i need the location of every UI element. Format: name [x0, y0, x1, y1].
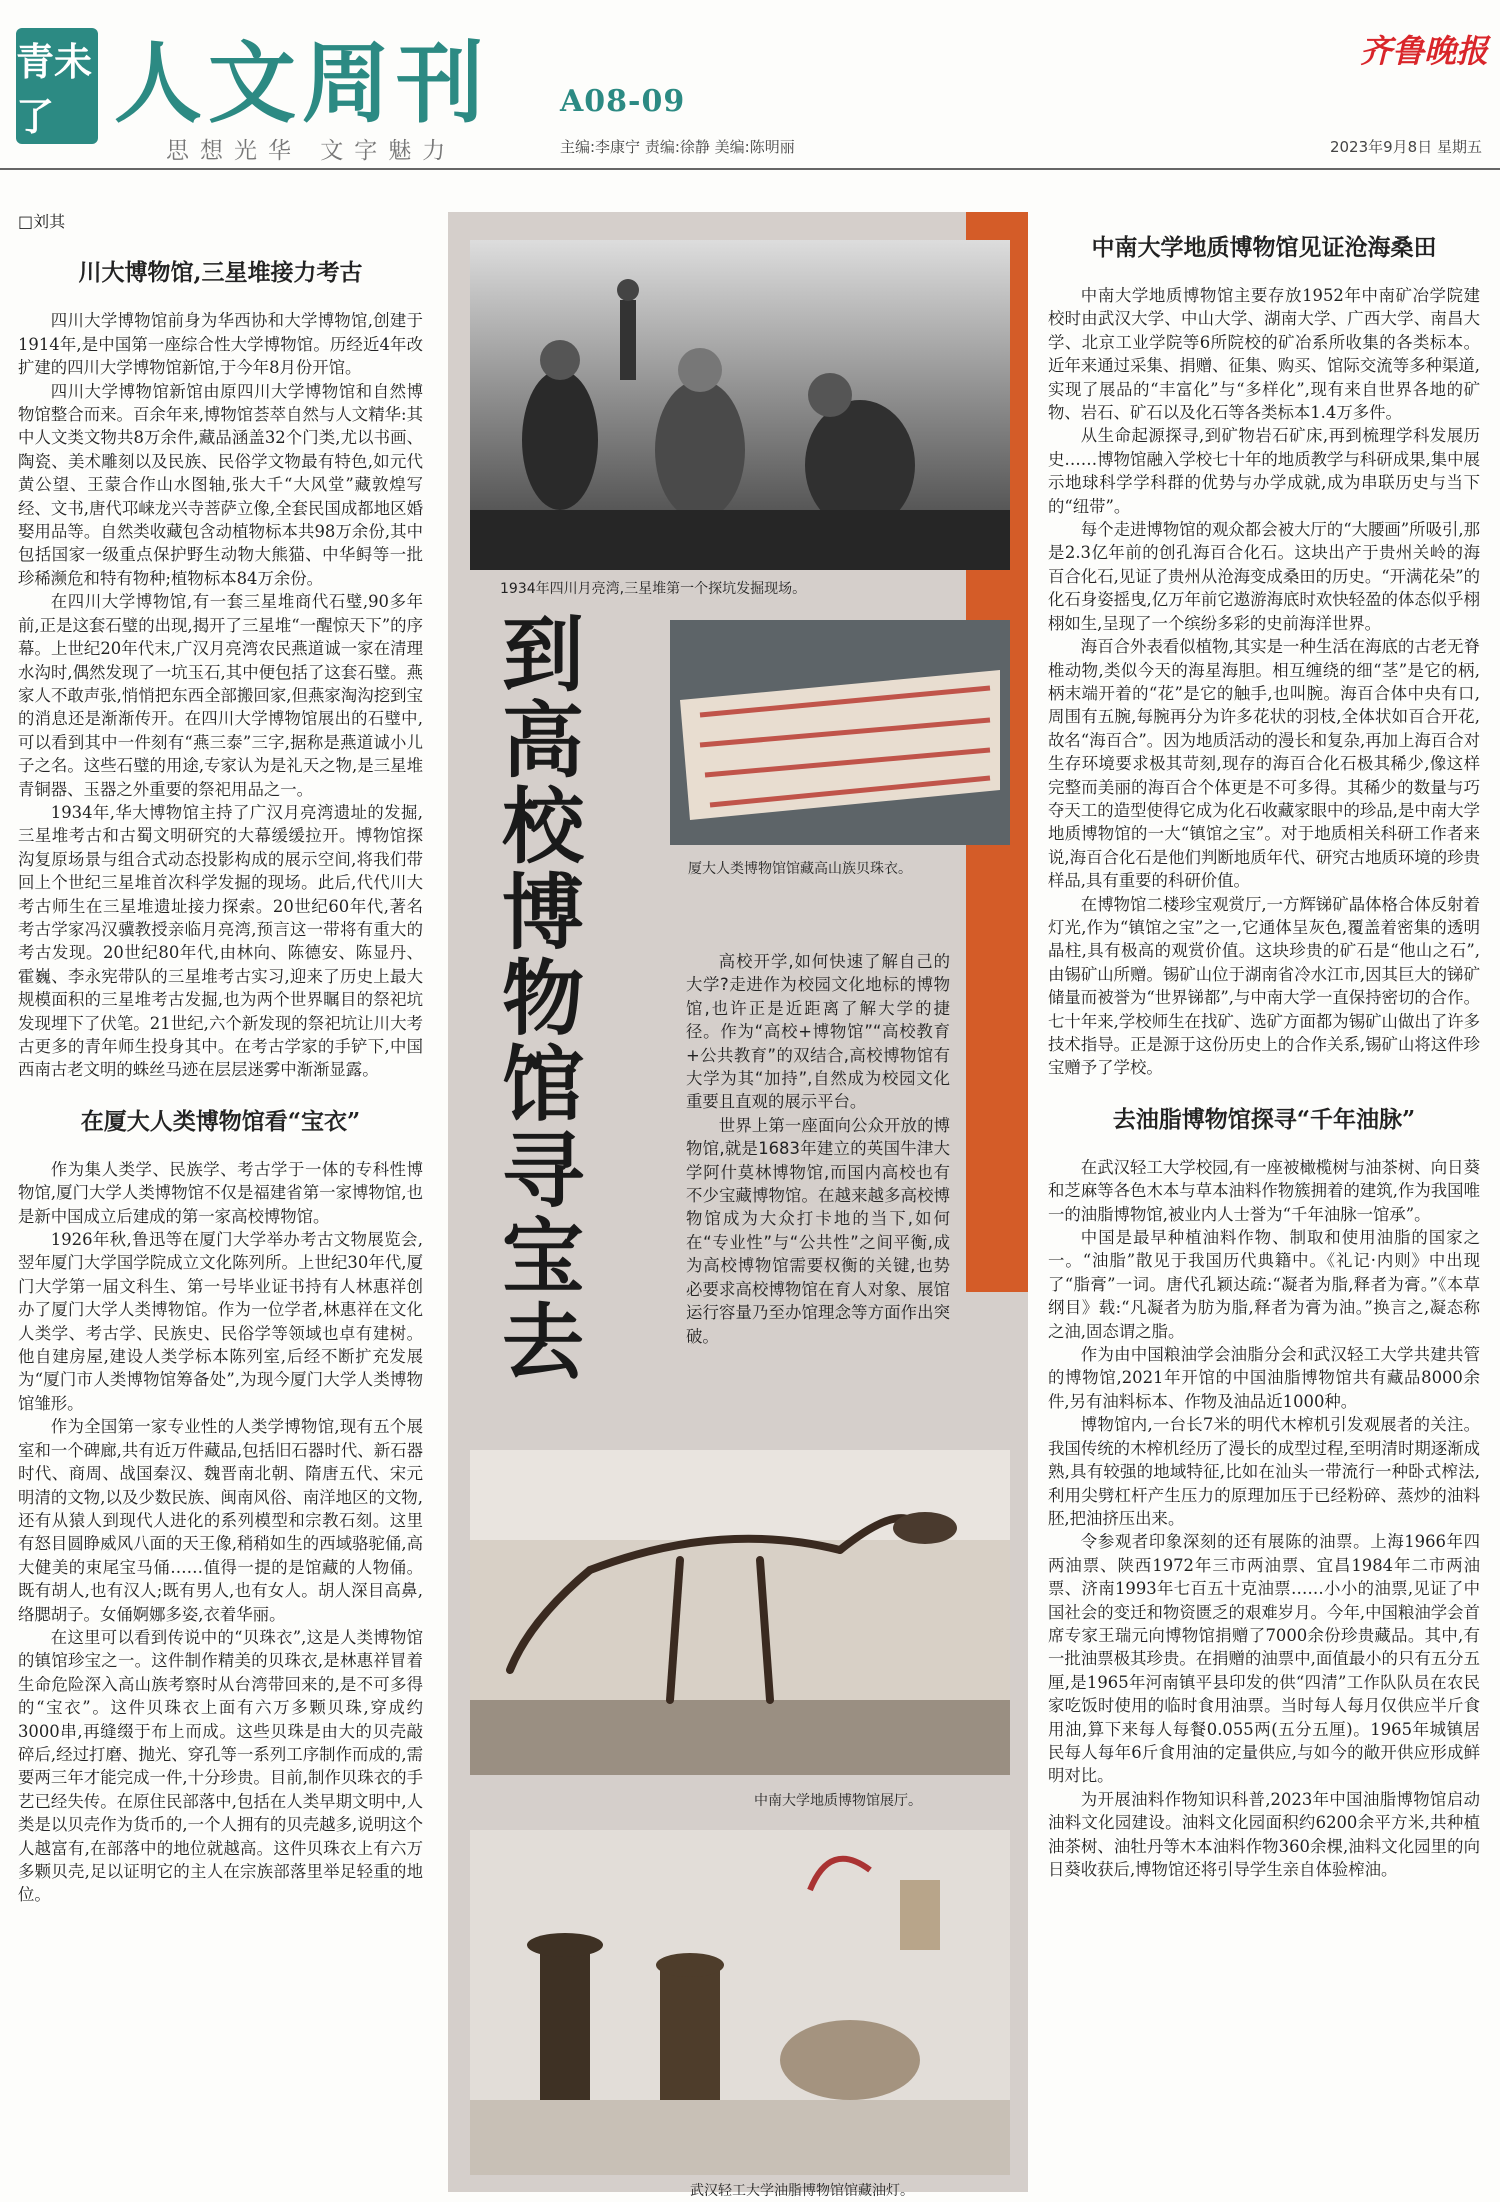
- paragraph: 在武汉轻工大学校园,有一座被橄榄树与油茶树、向日葵和芝麻等各色木本与草本油料作物簇拥着的建筑,作为我国唯一的油脂博物馆,被业内人士誉为“千年油脉一馆承”。: [1048, 1157, 1480, 1224]
- photo-caption: 厦大人类博物馆馆藏高山族贝珠衣。: [688, 861, 912, 877]
- paragraph: 四川大学博物馆新馆由原四川大学博物馆和自然博物馆整合而来。百余年来,博物馆荟萃自然与人文精华:其中人文类文物共8万余件,藏品涵盖32个门类,尤以书画、陶瓷、美术雕刻以及民族、民俗学文物最有特色,如元代黄公望、王蒙合作山水图轴,张大千“大风堂”藏敦煌写经、文书,唐代邛崃龙兴寺菩萨立像,全套民国成都地区婚娶用品等。自然类收藏包含动植物标本共98万余份,其中包括国家一级重点保护野生动物大熊猫、中华鲟等一批珍稀濒危和特有物种;植物标本84万余份。: [18, 381, 423, 588]
- article-heading: 在厦大人类博物馆看“宝衣”: [80, 1107, 361, 1135]
- paragraph: 令参观者印象深刻的还有展陈的油票。上海1966年四两油票、陕西1972年三市两油票、宜昌1984年二市两油票、济南1993年七百五十克油票……小小的油票,见证了中国社会的变迁和物资匮乏的艰难岁月。今年,中国粮油学会首席专家王瑞元向博物馆捐赠了7000余份珍贵藏品。其中,有一批油票极其珍贵。在捐赠的油票中,面值最小的只有五分五厘,是1965年河南镇平县印发的供“四清”工作队队员在农民家吃饭时使用的临时食用油票。当时每人每月仅供应半斤食用油,算下来每人每餐0.055两(五分五厘)。1965年城镇居民每人每年6斤食用油的定量供应,与如今的敞开供应形成鲜明对比。: [1048, 1532, 1480, 1786]
- logo-text: 青未了: [16, 40, 93, 139]
- article-heading: 川大博物馆,三星堆接力考古: [78, 259, 363, 287]
- issue-date: 2023年9月8日 星期五: [1329, 138, 1482, 156]
- section-title: 人文周刊: [114, 31, 491, 135]
- paragraph: 在这里可以看到传说中的“贝珠衣”,这是人类博物馆的镇馆珍宝之一。这件制作精美的贝珠衣,是林惠祥冒着生命危险深入高山族考察时从台湾带回来的,是不可多得的“宝衣”。这件贝珠衣上面有六万多颗贝珠,穿成约3000串,再缝缀于布上而成。这些贝珠是由大的贝壳敲碎后,经过打磨、抛光、穿孔等一系列工序制作而成的,需要两三年才能完成一件,十分珍贵。目前,制作贝珠衣的手艺已经失传。在原住民部落中,包括在人类早期文明中,人类是以贝壳作为货币的,一个人拥有的贝壳越多,说明这个人越富有,在部落中的地位就越高。这件贝珠衣上有六万多颗贝壳,足以证明它的主人在宗族部落里举足轻重的地位。: [18, 1627, 423, 1905]
- photo-caption: 中南大学地质博物馆展厅。: [754, 1793, 922, 1809]
- photo-caption: 1934年四川月亮湾,三星堆第一个探坑发掘现场。: [500, 581, 807, 597]
- paragraph: 博物馆内,一台长7米的明代木榨机引发观展者的关注。我国传统的木榨机经历了漫长的成型过程,至明清时期逐渐成熟,具有较强的地域特征,比如在汕头一带流行一种卧式榨法,利用尖劈杠杆产生压力的原理加压于已经粉碎、蒸炒的油料胚,把油挤压出来。: [1048, 1415, 1480, 1528]
- paragraph: 1934年,华大博物馆主持了广汉月亮湾遗址的发掘,三星堆考古和古蜀文明研究的大幕缓缓拉开。博物馆探沟复原场景与组合式动态投影构成的展示空间,将我们带回上个世纪三星堆首次科学发掘的现场。此后,代代川大考古师生在三星堆遗址接力探索。20世纪60年代,著名考古学家冯汉骥教授亲临月亮湾,预言这一带将有重大的考古发现。20世纪80年代,由林向、陈德安、陈显丹、霍巍、李永宪带队的三星堆考古实习,迎来了历史上最大规模面积的三星堆考古发掘,也为两个世界瞩目的祭祀坑发现埋下了伏笔。21世纪,六个新发现的祭祀坑让川大考古更多的青年师生投身其中。在考古学家的手铲下,中国西南古老文明的蛛丝马迹在层层迷雾中渐渐显露。: [18, 802, 423, 1080]
- feature-title: 到高校博物馆寻宝去: [502, 607, 585, 1391]
- paragraph: 在博物馆二楼珍宝观赏厅,一方辉锑矿晶体格合体反射着灯光,作为“镇馆之宝”之一,它通体呈灰色,覆盖着密集的透明晶柱,具有极高的观赏价值。这块珍贵的矿石是“他山之石”,由锡矿山所赠。锡矿山位于湖南省冷水江市,因其巨大的锑矿储量而被誉为“世界锑都”,与中南大学一直保持密切的合作。七十年来,学校师生在找矿、选矿方面都为锡矿山做出了许多技术指导。正是源于这份历史上的合作关系,锡矿山将这件珍宝赠予了学校。: [1048, 894, 1480, 1078]
- right-column: [1048, 210, 1480, 1881]
- article-heading: 去油脂博物馆探寻“千年油脉”: [1112, 1105, 1416, 1133]
- paragraph: 高校开学,如何快速了解自己的大学?走进作为校园文化地标的博物馆,也许正是近距离了解大学的捷径。作为“高校+博物馆”“高校教育+公共教育”的双结合,高校博物馆有大学为其“加持”,自然成为校园文化重要且直观的展示平台。: [686, 952, 950, 1112]
- photo-caption: 武汉轻工大学油脂博物馆馆藏油灯。: [690, 2183, 914, 2199]
- logo: [16, 28, 98, 144]
- paragraph: 1926年秋,鲁迅等在厦门大学举办考古文物展览会,翌年厦门大学国学院成立文化陈列所。上世纪30年代,厦门大学第一届文科生、第一号毕业证书持有人林惠祥创办了厦门大学人类博物馆。作为一位学者,林惠祥在文化人类学、考古学、民族史、民俗学等领域也卓有建树。他自建房屋,建设人类学标本陈列室,后经不断扩充发展为“厦门市人类博物馆筹备处”,为现今厦门大学人类博物馆雏形。: [18, 1230, 423, 1413]
- paragraph: 作为由中国粮油学会油脂分会和武汉轻工大学共建共管的博物馆,2021年开馆的中国油脂博物馆共有藏品8000余件,另有油料标本、作物及油品近1000种。: [1048, 1345, 1480, 1411]
- paragraph: 在四川大学博物馆,有一套三星堆商代石璧,90多年前,正是这套石璧的出现,揭开了三星堆“一醒惊天下”的序幕。上世纪20年代末,广汉月亮湾农民燕道诚一家在清理水沟时,偶然发现了一坑玉石,其中便包括了这套石璧。燕家人不敢声张,悄悄把东西全部搬回家,但燕家淘沟挖到宝的消息还是渐渐传开。在四川大学博物馆展出的石璧中,可以看到其中一件刻有“燕三泰”三字,据称是燕道诚小儿子之名。这些石璧的用途,专家认为是礼天之物,是三星堆青铜器、玉器之外重要的祭祀用品之一。: [18, 592, 423, 799]
- article-heading: 中南大学地质博物馆见证沧海桑田: [1091, 234, 1437, 261]
- paragraph: 世界上第一座面向公众开放的博物馆,就是1683年建立的英国牛津大学阿什莫林博物馆,而国内高校也有不少宝藏博物馆。在越来越多高校博物馆成为大众打卡地的当下,如何在“专业性”与“公共性”之间平衡,成为高校博物馆需要权衡的关键,也势必要求高校博物馆在育人对象、展馆运行容量乃至办馆理念等方面作出突破。: [686, 1115, 950, 1346]
- editors-line: 主编:李康宁 责编:徐静 美编:陈明丽: [560, 138, 795, 156]
- shell-bead-garment-photo: [670, 620, 1010, 845]
- byline: □刘其: [18, 212, 66, 231]
- section-subtitle: 思想光华 文字魅力: [166, 138, 457, 164]
- paragraph: 四川大学博物馆前身为华西协和大学博物馆,创建于1914年,是中国第一座综合性大学博物馆。历经近4年改扩建的四川大学博物馆新馆,于今年8月份开馆。: [18, 311, 423, 378]
- paragraph: 中国是最早种植油料作物、制取和使用油脂的国家之一。“油脂”散见于我国历代典籍中。《礼记·内则》中出现了“脂膏”一词。唐代孔颖达疏:“凝者为脂,释者为膏。”《本草纲目》载:“凡凝者为肪为脂,释者为膏为油。”换言之,凝态称之油,固态谓之脂。: [1048, 1228, 1480, 1341]
- paragraph: 为开展油料作物知识科普,2023年中国油脂博物馆启动油料文化园建设。油料文化园面积约6200余平方米,共种植油茶树、油牡丹等木本油料作物360余棵,油料文化园里的向日葵收获后,博物馆还将引导学生亲自体验榨油。: [1048, 1789, 1480, 1879]
- paragraph: 作为集人类学、民族学、考古学于一体的专科性博物馆,厦门大学人类博物馆不仅是福建省第一家博物馆,也是新中国成立后建成的第一家高校博物馆。: [18, 1159, 423, 1226]
- paragraph: 作为全国第一家专业性的人类学博物馆,现有五个展室和一个碑廊,共有近万件藏品,包括旧石器时代、新石器时代、商周、战国秦汉、魏晋南北朝、隋唐五代、宋元明清的文物,以及少数民族、闽南风俗、南洋地区的文物,还有从猿人到现代人进化的系列模型和宗教石刻。这里有怒目圆睁威风八面的天王像,稍稍如生的西域骆驼俑,高大健美的束尾宝马俑……值得一提的是馆藏的人物俑。既有胡人,也有汉人;既有男人,也有女人。胡人深目高鼻,络腮胡子。女俑婀娜多姿,衣着华丽。: [18, 1417, 423, 1624]
- paragraph: 每个走进博物馆的观众都会被大厅的“大腰画”所吸引,那是2.3亿年前的创孔海百合化石。这块出产于贵州关岭的海百合化石,见证了贵州从沧海变成桑田的历史。“开满花朵”的化石身姿摇曳,亿万年前它遨游海底时欢快轻盈的体态似乎栩栩如生,呈现了一个缤纷多彩的史前海洋世界。: [1048, 520, 1480, 633]
- oil-lamp-photo: [470, 1830, 1010, 2175]
- excavation-photo: [470, 240, 1010, 570]
- feature-intro: [686, 950, 950, 1348]
- paragraph: 海百合外表看似植物,其实是一种生活在海底的古老无脊椎动物,类似今天的海星海胆。相互缠绕的细“茎”是它的柄,柄末端开着的“花”是它的触手,也叫腕。海百合体中央有口,周围有五腕,每腕再分为许多花状的羽枝,全体状如百合开花,故名“海百合”。因为地质活动的漫长和复杂,再加上海百合对生存环境要求极其苛刻,现存的海百合化石极其稀少,像这样完整而美丽的海百合个体更是不可多得。其稀少的数量与巧夺天工的造型使得它成为化石收藏家眼中的珍品,是中南大学地质博物馆的一大“镇馆之宝”。对于地质相关科研工作者来说,海百合化石是他们判断地质年代、研究古地质环境的珍贵样品,具有重要的科研价值。: [1048, 637, 1480, 891]
- paragraph: 从生命起源探寻,到矿物岩石矿床,再到梳理学科发展历史……博物馆融入学校七十年的地质教学与科研成果,集中展示地球科学学科群的优势与办学成就,成为串联历史与当下的“纽带”。: [1048, 426, 1480, 516]
- page-number: A08-09: [560, 84, 686, 119]
- masthead-divider: [0, 168, 1500, 170]
- paragraph: 中南大学地质博物馆主要存放1952年中南矿冶学院建校时由武汉大学、中山大学、湖南大学、广西大学、南昌大学、北京工业学院等6所院校的矿冶系所收集的各类标本。近年来通过采集、捐赠、征集、购买、馆际交流等多种渠道,实现了展品的“丰富化”与“多样化”,现有来自世界各地的矿物、岩石、矿石以及化石等各类标本1.4万多件。: [1048, 286, 1480, 423]
- newspaper-brand: 齐鲁晚报: [1360, 32, 1489, 70]
- dinosaur-hall-photo: [470, 1450, 1010, 1775]
- left-column: [18, 210, 423, 1907]
